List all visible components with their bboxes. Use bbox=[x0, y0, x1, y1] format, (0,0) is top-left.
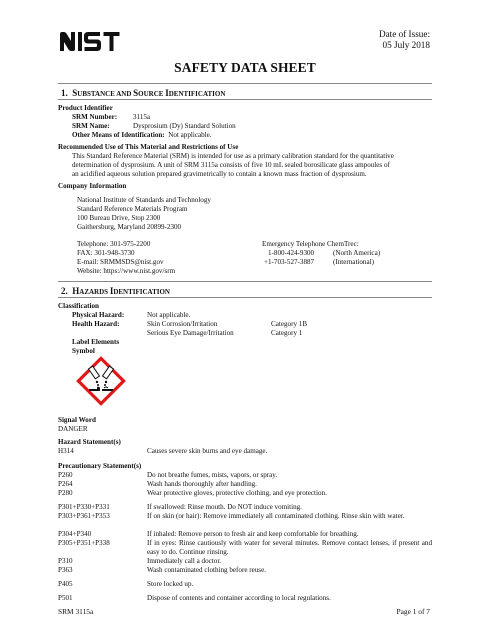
recommended-use-line: determination of dysprosium. A unit of SRM 3115a consists of five 10 mL sealed borosilicate glass ampoules of bbox=[72, 161, 390, 169]
divider bbox=[58, 297, 432, 298]
address-line: Gaithersburg, Maryland 20899-2300 bbox=[77, 223, 182, 231]
recommended-use-line: This Standard Reference Material (SRM) is intended for use as a primary calibration standard for the quantitative bbox=[72, 152, 394, 160]
recommended-use-heading: Recommended Use of This Material and Restrictions of Use bbox=[58, 143, 239, 151]
physical-hazard-value: Not applicable. bbox=[147, 311, 191, 319]
precaution-text: Wash hands thoroughly after handling. bbox=[147, 480, 257, 488]
fax: FAX: 301-948-3730 bbox=[77, 249, 135, 257]
date-label: Date of Issue: bbox=[378, 29, 430, 39]
precaution-code: P363 bbox=[58, 566, 73, 574]
email-link[interactable]: E-mail: SRMMSDS@nist.gov bbox=[77, 258, 164, 266]
hazard-code: H314 bbox=[58, 447, 74, 455]
precaution-text: Dispose of contents and container according to local regulations. bbox=[147, 594, 331, 602]
corrosion-pictogram-icon bbox=[75, 355, 127, 412]
precaution-code: P304+P340 bbox=[58, 530, 92, 538]
health-hazard-label: Health Hazard: bbox=[72, 320, 120, 328]
symbol-heading: Symbol bbox=[72, 347, 95, 355]
emergency-na-phone: 1-800-424-9300 bbox=[268, 249, 315, 257]
health-hazard-category: Category 1B bbox=[271, 320, 308, 328]
precautionary-heading: Precautionary Statement(s) bbox=[58, 462, 142, 470]
precaution-text: Wash contaminated clothing before reuse. bbox=[147, 566, 266, 574]
health-hazard-name: Skin Corrosion/Irritation bbox=[147, 320, 218, 328]
precaution-code: P303+P361+P353 bbox=[58, 512, 110, 520]
hazard-statements-heading: Hazard Statement(s) bbox=[58, 438, 121, 446]
emergency-heading: Emergency Telephone ChemTrec: bbox=[262, 240, 359, 248]
hazard-text: Causes severe skin burns and eye damage. bbox=[147, 447, 268, 455]
product-identifier-heading: Product Identifier bbox=[58, 104, 113, 112]
label-elements-heading: Label Elements bbox=[72, 338, 120, 346]
address-line: National Institute of Standards and Technology bbox=[77, 196, 211, 204]
physical-hazard-label: Physical Hazard: bbox=[72, 311, 125, 319]
precaution-code: P405 bbox=[58, 580, 73, 588]
footer-srm: SRM 3115a bbox=[58, 607, 94, 616]
health-hazard-category: Category 1 bbox=[271, 329, 303, 337]
precaution-code: P264 bbox=[58, 480, 73, 488]
emergency-intl-phone: +1-703-527-3887 bbox=[264, 258, 315, 266]
emergency-na-region: (North America) bbox=[333, 249, 381, 257]
precaution-text: If inhaled: Remove person to fresh air and keep comfortable for breathing. bbox=[147, 530, 359, 538]
precaution-code: P310 bbox=[58, 557, 73, 565]
precaution-code: P301+P330+P331 bbox=[58, 503, 110, 511]
section-1-heading: 1. SUBSTANCE AND SOURCE IDENTIFICATION bbox=[61, 88, 226, 98]
precaution-text: Wear protective gloves, protective clothing, and eye protection. bbox=[147, 489, 327, 497]
divider bbox=[58, 83, 432, 84]
recommended-use-line: an acidified aqueous solution prepared gravimetrically to contain a known mass fraction of dysprosium. bbox=[72, 170, 367, 178]
date-value: 05 July 2018 bbox=[382, 40, 430, 50]
signal-word-value: DANGER bbox=[58, 425, 88, 433]
address-line: Standard Reference Materials Program bbox=[77, 205, 188, 213]
divider bbox=[58, 99, 432, 100]
emergency-intl-region: (International) bbox=[333, 258, 374, 266]
section-2-heading: 2. HAZARDS IDENTIFICATION bbox=[61, 286, 170, 296]
precaution-text: Do not breathe fumes, mists, vapors, or spray. bbox=[147, 471, 278, 479]
srm-name-label: SRM Name: bbox=[72, 122, 110, 130]
precaution-text: Store locked up. bbox=[147, 580, 194, 588]
precaution-code: P501 bbox=[58, 594, 73, 602]
other-means: Other Means of Identification: Not applicable. bbox=[72, 131, 212, 139]
website-link[interactable]: Website: https://www.nist.gov/srm bbox=[77, 267, 176, 275]
precaution-text: If on skin (or hair): Remove immediately all contaminated clothing. Rinse skin with water. bbox=[147, 512, 405, 520]
footer-page-number: Page 1 of 7 bbox=[396, 607, 430, 616]
precaution-code: P305+P351+P338 bbox=[58, 539, 110, 547]
health-hazard-name: Serious Eye Damage/Irritation bbox=[147, 329, 234, 337]
signal-word-heading: Signal Word bbox=[58, 416, 96, 424]
srm-name-value: Dysprosium (Dy) Standard Solution bbox=[133, 122, 236, 130]
date-of-issue bbox=[379, 29, 430, 51]
precaution-code: P280 bbox=[58, 489, 73, 497]
classification-heading: Classification bbox=[58, 302, 99, 310]
precaution-code: P260 bbox=[58, 471, 73, 479]
document-title: SAFETY DATA SHEET bbox=[174, 60, 316, 75]
precaution-text: Immediately call a doctor. bbox=[147, 557, 222, 565]
telephone: Telephone: 301-975-2200 bbox=[77, 240, 151, 248]
srm-number-value: 3115a bbox=[133, 113, 151, 121]
precaution-text: If swallowed: Rinse mouth. Do NOT induce vomiting. bbox=[147, 503, 302, 511]
company-info-heading: Company Information bbox=[58, 182, 127, 190]
divider bbox=[58, 281, 432, 282]
address-line: 100 Bureau Drive, Stop 2300 bbox=[77, 214, 161, 222]
nist-logo bbox=[60, 32, 124, 56]
srm-number-label: SRM Number: bbox=[72, 113, 118, 121]
precaution-text: If in eyes: Rinse cautiously with water for several minutes. Remove contact lenses, if present and easy to do. Continue rinsing. bbox=[147, 539, 432, 557]
